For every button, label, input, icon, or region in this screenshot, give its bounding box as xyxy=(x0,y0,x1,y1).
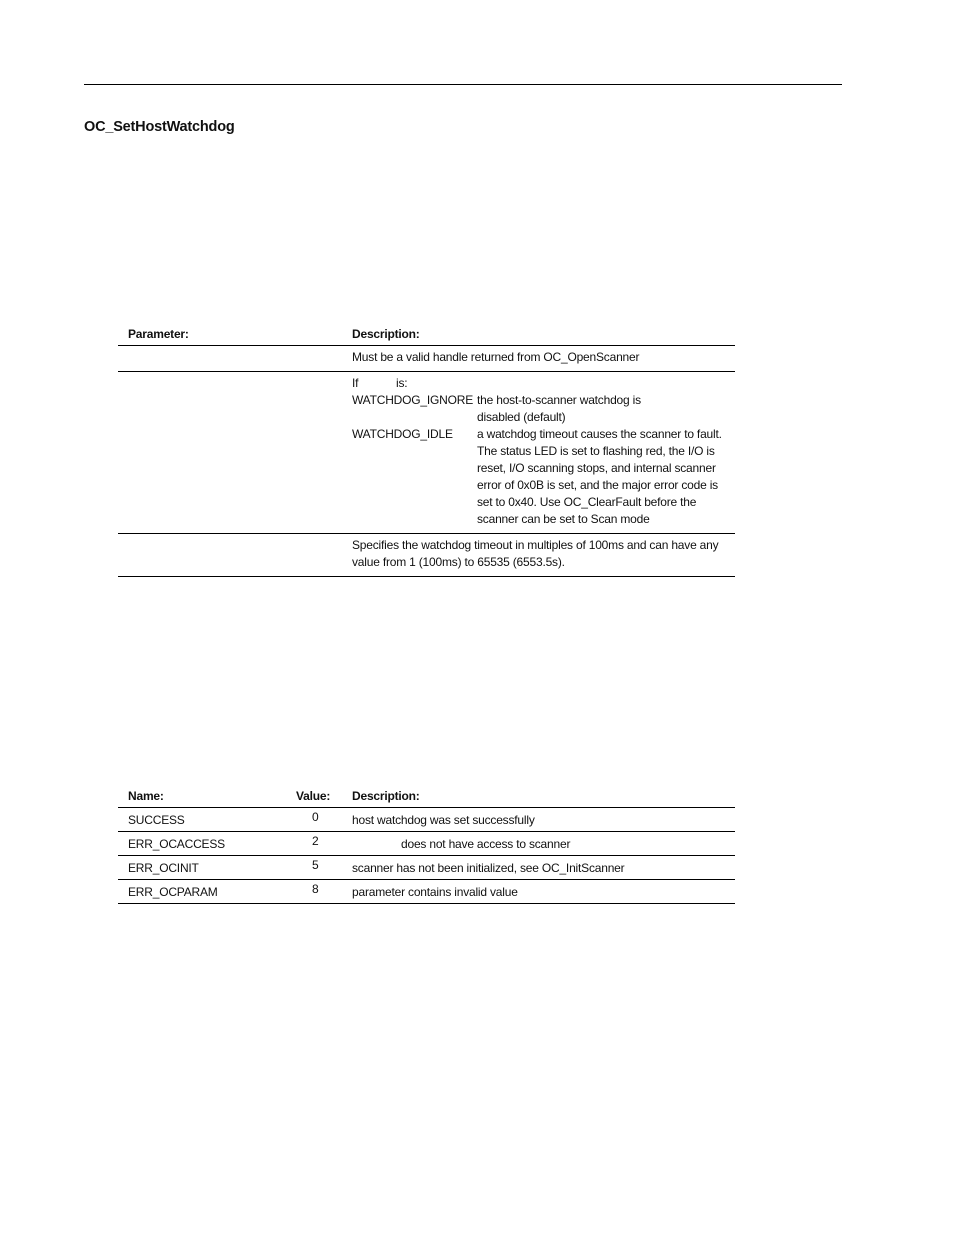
return-name: ERR_OCACCESS xyxy=(128,837,225,851)
option-description-line: disabled (default) xyxy=(477,410,566,424)
parameter-description xyxy=(352,534,730,576)
name-column-header: Name: xyxy=(128,789,164,803)
return-description: host watchdog was set successfully xyxy=(352,813,535,827)
return-value: 2 xyxy=(312,834,319,848)
option-description-line: set to 0x40. Use OC_ClearFault before the xyxy=(477,495,697,509)
return-value: 5 xyxy=(312,858,319,872)
table-row xyxy=(118,808,735,832)
if-word: If xyxy=(352,376,359,390)
parameter-table-header xyxy=(118,323,735,346)
parameter-row-mode xyxy=(118,372,735,534)
return-table-header xyxy=(118,785,735,808)
option-description-line: a watchdog timeout causes the scanner to fault. xyxy=(477,427,722,441)
return-name: ERR_OCPARAM xyxy=(128,885,218,899)
parameter-description xyxy=(352,372,730,533)
parameter-row-timeout xyxy=(118,534,735,577)
if-clause xyxy=(352,375,730,392)
option-watchdog-ignore xyxy=(352,392,730,426)
description-line: Must be a valid handle returned from OC_OpenScanner xyxy=(352,350,640,364)
table-row xyxy=(118,880,735,904)
option-description xyxy=(477,426,730,528)
option-description xyxy=(477,392,730,426)
description-line: value from 1 (100ms) to 65535 (6553.5s). xyxy=(352,555,565,569)
description-column-header: Description: xyxy=(352,789,420,803)
table-row xyxy=(118,856,735,880)
return-description: parameter contains invalid value xyxy=(352,885,518,899)
table-row xyxy=(118,832,735,856)
option-watchdog-idle xyxy=(352,426,730,528)
return-value: 0 xyxy=(312,810,319,824)
header-rule xyxy=(84,84,842,85)
description-line: Specifies the watchdog timeout in multiples of 100ms and can have any xyxy=(352,538,719,552)
option-description-line: reset, I/O scanning stops, and internal scanner xyxy=(477,461,716,475)
parameter-table xyxy=(118,323,735,577)
return-name: SUCCESS xyxy=(128,813,185,827)
return-description: scanner has not been initialized, see OC_InitScanner xyxy=(352,861,625,875)
parameter-description xyxy=(352,346,730,371)
function-title: OC_SetHostWatchdog xyxy=(84,119,235,135)
return-name: ERR_OCINIT xyxy=(128,861,199,875)
return-value: 8 xyxy=(312,882,319,896)
option-description-line: The status LED is set to flashing red, the I/O is xyxy=(477,444,715,458)
option-name: WATCHDOG_IDLE xyxy=(352,427,453,441)
parameter-row-handle xyxy=(118,346,735,372)
return-description: does not have access to scanner xyxy=(401,837,571,851)
return-value-table xyxy=(118,785,735,904)
option-description-line: the host-to-scanner watchdog is xyxy=(477,393,641,407)
option-description-line: error of 0x0B is set, and the major error code is xyxy=(477,478,718,492)
description-column-header: Description: xyxy=(352,327,420,341)
parameter-column-header: Parameter: xyxy=(128,327,189,341)
is-word: is: xyxy=(396,376,408,390)
option-name: WATCHDOG_IGNORE xyxy=(352,393,474,407)
option-description-line: scanner can be set to Scan mode xyxy=(477,512,650,526)
value-column-header: Value: xyxy=(296,789,331,803)
